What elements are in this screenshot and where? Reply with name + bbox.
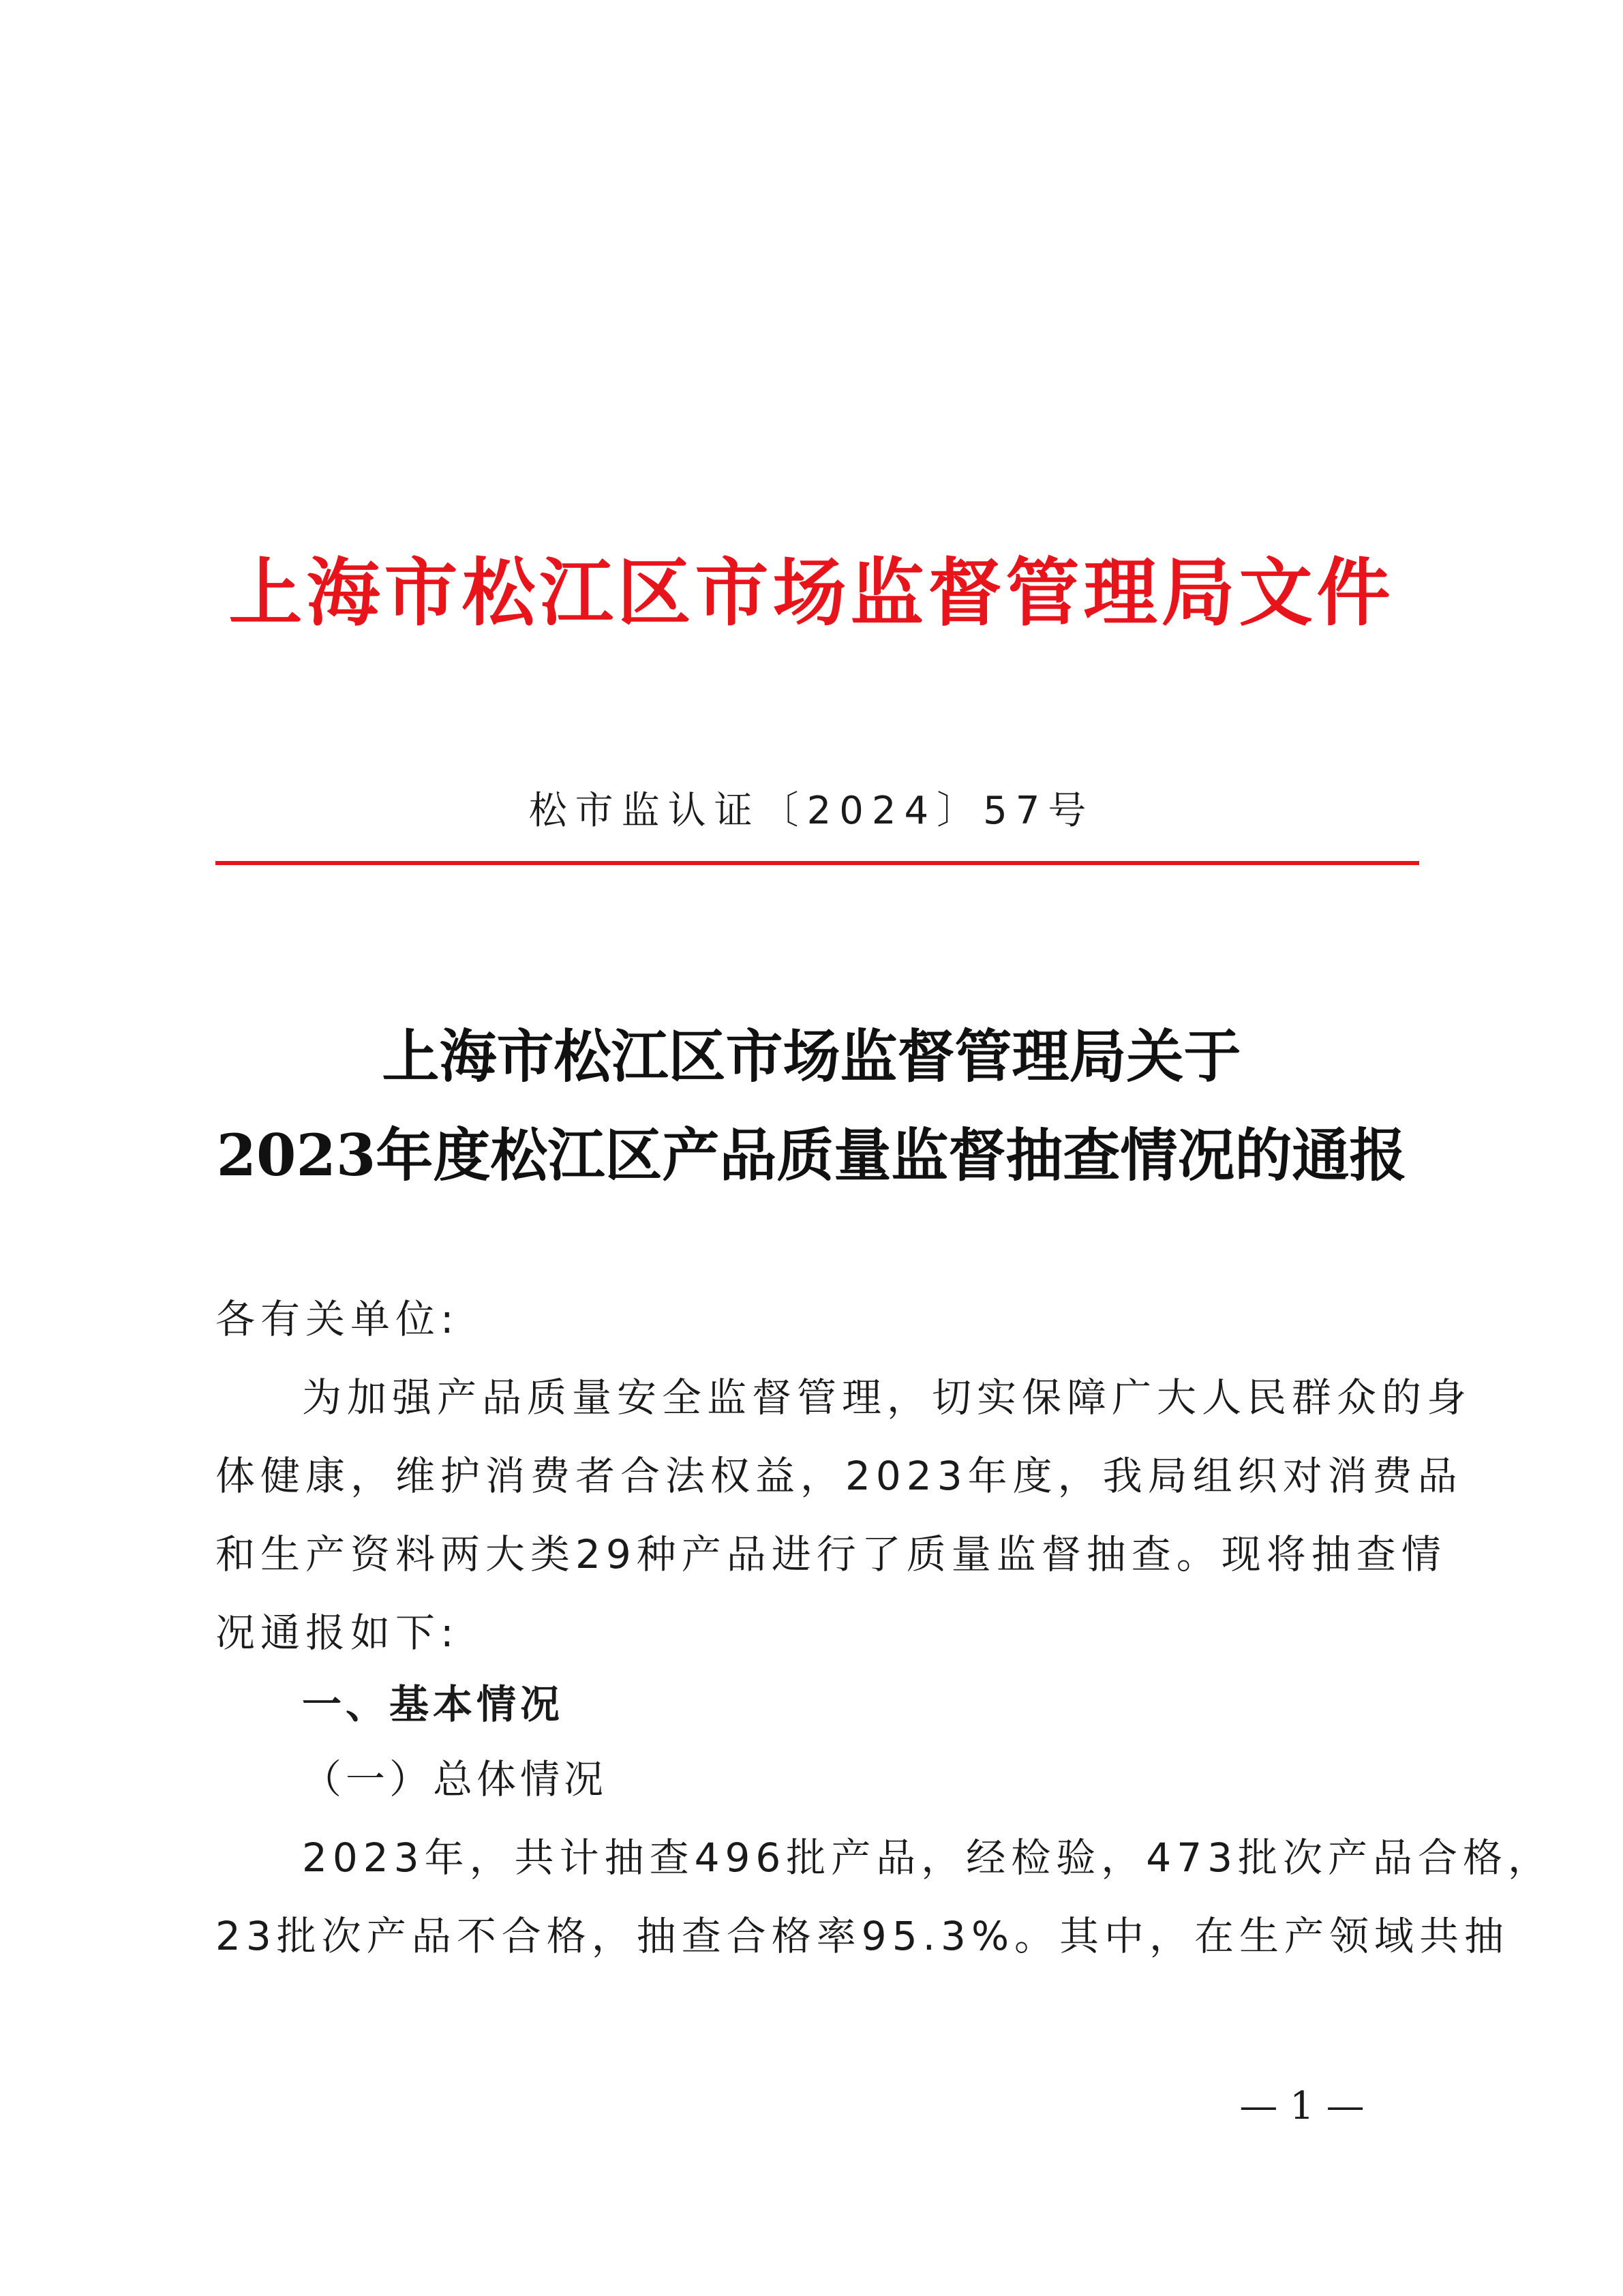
- intro-line-2: 体健康，维护消费者合法权益，2023年度，我局组织对消费品: [215, 1453, 1463, 1499]
- subsection-heading: （一）总体情况: [302, 1756, 608, 1802]
- red-divider-line: [215, 861, 1419, 865]
- document-title-line-1: 上海市松江区市场监督管理局关于: [382, 1023, 1241, 1090]
- intro-line-3: 和生产资料两大类29种产品进行了质量监督抽查。现将抽查情: [215, 1531, 1446, 1577]
- salutation: 各有关单位:: [215, 1296, 459, 1342]
- intro-line-1: 为加强产品质量安全监督管理，切实保障广大人民群众的身: [302, 1374, 1472, 1421]
- page-number: — 1 —: [1239, 2084, 1365, 2128]
- section-heading: 一、基本情况: [302, 1681, 564, 1727]
- overall-line-1: 2023年，共计抽查496批产品，经检验，473批次产品合格，: [302, 1834, 1553, 1881]
- intro-line-4: 况通报如下:: [215, 1610, 459, 1656]
- document-title-line-2: 2023年度松江区产品质量监督抽查情况的通报: [216, 1121, 1407, 1189]
- document-number: 松市监认证〔2024〕57号: [528, 789, 1095, 833]
- issuer-title: 上海市松江区市场监督管理局文件: [228, 550, 1395, 636]
- overall-line-2: 23批次产品不合格，抽查合格率95.3%。其中，在生产领域共抽: [215, 1913, 1510, 1959]
